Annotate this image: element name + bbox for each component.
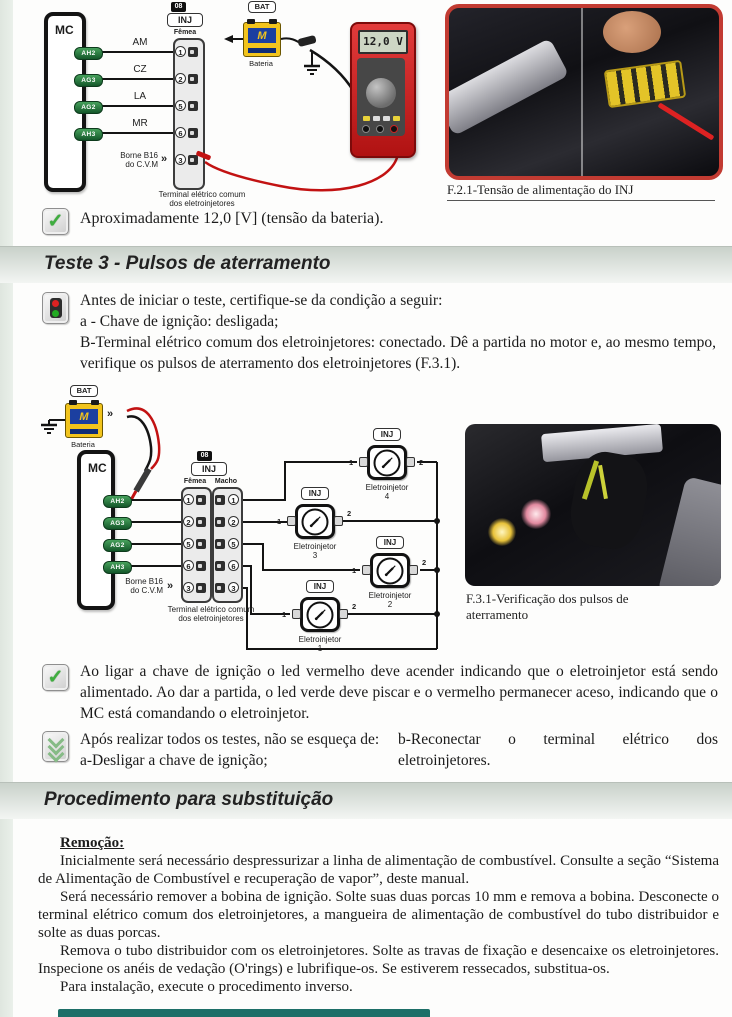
removal-paragraph-4: Para instalação, execute o procedimento inverso. <box>60 979 353 995</box>
injector-icon <box>377 557 404 584</box>
socket-icon <box>188 128 198 138</box>
photo-split-line <box>581 8 583 176</box>
inj-pin-stub <box>359 457 368 467</box>
wire-color-label: CZ <box>133 64 147 75</box>
multimeter <box>350 22 416 158</box>
connector-female-label: Fêmea <box>183 478 207 485</box>
male-pin-number: 3 <box>228 582 239 593</box>
mc-label: MC <box>88 461 107 475</box>
reminder-icon <box>42 731 69 762</box>
section-title-test3: Teste 3 - Pulsos de aterramento <box>44 253 331 274</box>
ground-clip-icon <box>297 35 316 47</box>
photo-yellow-connector-shape <box>603 60 686 108</box>
connector-name-tag: INJ <box>191 462 227 476</box>
socket-icon <box>188 47 198 57</box>
injector-label: Eletroinjetor 2 <box>368 591 412 609</box>
inj-pin-num: 1 <box>352 566 357 575</box>
inj-pin-num: 1 <box>277 517 282 526</box>
battery-icon <box>243 22 281 57</box>
female-pin-number: 2 <box>183 516 194 527</box>
removal-paragraph-2: Será necessário remover a bobina de ignição. Solte suas duas porcas 10 mm e remova a bobina. Desconecte o terminal elétrico comum dos eletroinjetores, a mangueira de alimentação de combustível do tubo distribuidor e solte as duas porcas. <box>38 889 719 941</box>
male-pin-number: 1 <box>228 494 239 505</box>
borne-arrow: » <box>161 153 168 165</box>
diagram-supply-voltage <box>40 4 452 210</box>
inj-pin-stub <box>292 609 301 619</box>
injector-glyph <box>380 455 395 470</box>
battery-brand-logo: M <box>248 28 276 43</box>
terminal-caption: Terminal elétrico comum dos eletroinjetores <box>167 605 255 623</box>
figure-caption-f21: F.2.1-Tensão de alimentação do INJ <box>447 182 715 201</box>
section-title-procedure: Procedimento para substituição <box>44 789 334 810</box>
mc-pin-1: AH2 <box>103 495 132 508</box>
diagram-ground-pulses <box>35 383 483 671</box>
connector-pin-number: 3 <box>175 154 186 165</box>
mc-pin-2: AG3 <box>74 74 103 87</box>
multimeter-port <box>390 125 398 133</box>
male-pin-number: 5 <box>228 538 239 549</box>
connector-name-tag: INJ <box>167 13 203 27</box>
socket-icon <box>215 539 225 549</box>
precaution-line2: a - Chave de ignição: desligada; <box>80 313 279 330</box>
female-pin-number: 5 <box>183 538 194 549</box>
removal-heading: Remoção: <box>60 835 125 851</box>
borne-arrow: » <box>167 580 174 592</box>
mc-pin-3: AG2 <box>74 101 103 114</box>
injector-3 <box>295 504 335 539</box>
multimeter-display: 12,0 V <box>358 30 408 54</box>
socket-icon <box>215 517 225 527</box>
injector-icon <box>307 601 334 628</box>
terminal-caption: Terminal elétrico comum dos eletroinjetores <box>158 190 246 208</box>
photo-panel-shape <box>657 476 721 586</box>
male-pin-number: 6 <box>228 560 239 571</box>
precaution-line3: B-Terminal elétrico comum dos eletroinjetores: conectado. Dê a partida no motor e, ao mesmo tempo, verifique os pulsos de aterramento dos eletroinjetores (F.3.1). <box>80 334 716 372</box>
injector-1 <box>300 597 340 632</box>
check-icon <box>42 208 69 235</box>
injector-glyph <box>313 607 328 622</box>
connector-pin-number: 2 <box>175 73 186 84</box>
precaution-line1: Antes de iniciar o teste, certifique-se da condição a seguir: <box>80 292 443 309</box>
connector-pin-number: 5 <box>175 100 186 111</box>
removal-paragraph-1: Inicialmente será necessário despressurizar a linha de alimentação de combustível. Consulte a seção “Sistema de Alimentação de Combustível e recuperação de vapor”, deste manual. <box>38 853 719 887</box>
precaution-text <box>80 290 716 374</box>
inj-tag: INJ <box>306 580 334 593</box>
checkmark-glyph: ✓ <box>47 211 64 232</box>
photo-wire-bundle-shape <box>565 448 652 554</box>
injector-4 <box>367 445 407 480</box>
mc-pin-3: AG2 <box>103 539 132 552</box>
connector-male-label: Macho <box>214 478 238 485</box>
borne-label: Borne B16 do C.V.M <box>120 151 158 169</box>
socket-icon <box>215 583 225 593</box>
inj-pin-num: 2 <box>422 558 427 567</box>
socket-icon <box>196 561 206 571</box>
inj-pin-stub <box>339 609 348 619</box>
reminder-right-text: b-Reconectar o terminal elétrico dos eletroinjetores. <box>398 731 718 769</box>
mc-pin-1: AH2 <box>74 47 103 60</box>
battery-brand-logo: M <box>70 409 98 424</box>
footer-section-bar <box>58 1009 430 1017</box>
removal-paragraph-3: Remova o tubo distribuidor com os eletroinjetores. Solte as travas de fixação e desencaixe os eletroinjetores. Inspecione os anéis de vedação (O'rings) e lubrifique-os. Se estiverem ressecados, substitua-os. <box>38 943 719 977</box>
injector-label: Eletroinjetor 4 <box>365 483 409 501</box>
battery-tag: BAT <box>70 385 98 397</box>
mc-pin-4: AH3 <box>103 561 132 574</box>
check-icon <box>42 664 69 691</box>
inj-pin-num: 1 <box>282 610 287 619</box>
socket-icon <box>215 561 225 571</box>
page-margin-strip <box>0 0 13 1017</box>
multimeter-port <box>376 125 384 133</box>
connector-gender-label: Fêmea <box>173 29 197 36</box>
photo-red-probe-shape <box>658 102 715 140</box>
mc-label: MC <box>55 23 74 37</box>
male-pin-number: 2 <box>228 516 239 527</box>
inj-pin-stub <box>334 516 343 526</box>
red-light <box>52 300 59 307</box>
wire-color-label: MR <box>132 118 148 129</box>
female-pin-number: 3 <box>183 582 194 593</box>
borne-label: Borne B16 do C.V.M <box>125 577 163 595</box>
multimeter-panel <box>357 58 405 136</box>
socket-icon <box>196 495 206 505</box>
multimeter-button <box>363 116 370 121</box>
figure-photo-f21 <box>445 4 723 180</box>
injector-glyph <box>383 563 398 578</box>
inj-pin-stub <box>409 565 418 575</box>
photo-yellow-glow <box>488 518 516 546</box>
female-pin-number: 1 <box>183 494 194 505</box>
connector-pin-number: 1 <box>175 46 186 57</box>
green-light <box>52 310 59 317</box>
multimeter-button <box>383 116 390 121</box>
battery-caption: Bateria <box>249 59 273 68</box>
inj-pin-num: 2 <box>419 458 424 467</box>
check2-text: Ao ligar a chave de ignição o led vermelho deve acender indicando que o eletroinjetor está sendo alimentado. Ao dar a partida, o led verde deve piscar e o vermelho permanecer aceso, indicando que o MC está comandando o eletroinjetor. <box>80 663 718 722</box>
mc-pin-2: AG3 <box>103 517 132 530</box>
inj-pin-num: 2 <box>352 602 357 611</box>
connector-code-tag: 08 <box>171 2 186 12</box>
photo-battery-clamp-shape <box>445 38 569 136</box>
battery-caption: Bateria <box>71 440 95 449</box>
multimeter-dial <box>366 78 396 108</box>
injector-2 <box>370 553 410 588</box>
inj-pin-stub <box>287 516 296 526</box>
injector-label: Eletroinjetor 3 <box>293 542 337 560</box>
battery-tag: BAT <box>248 1 276 13</box>
battery-strip <box>70 429 98 434</box>
socket-icon <box>188 155 198 165</box>
inj-pin-num: 2 <box>347 509 352 518</box>
injector-icon <box>302 508 329 535</box>
injector-glyph <box>308 514 323 529</box>
check1-text: Aproximadamente 12,0 [V] (tensão da bateria). <box>80 210 384 227</box>
photo-finger-shape <box>603 11 661 53</box>
figure-caption-f31: F.3.1-Verificação dos pulsos de aterramento <box>466 591 629 622</box>
socket-icon <box>196 517 206 527</box>
inj-pin-stub <box>362 565 371 575</box>
mc-pin-4: AH3 <box>74 128 103 141</box>
battery-strip <box>248 48 276 53</box>
socket-icon <box>196 583 206 593</box>
inj-tag: INJ <box>373 428 401 441</box>
multimeter-button <box>393 116 400 121</box>
wire-color-label: AM <box>132 37 148 48</box>
multimeter-button <box>373 116 380 121</box>
wire-color-label: LA <box>133 91 147 102</box>
battery-wire-arrow: » <box>107 408 114 420</box>
female-pin-number: 6 <box>183 560 194 571</box>
multimeter-port <box>362 125 370 133</box>
traffic-light-icon <box>42 292 69 324</box>
socket-icon <box>215 495 225 505</box>
inj-pin-stub <box>406 457 415 467</box>
socket-icon <box>196 539 206 549</box>
socket-icon <box>188 74 198 84</box>
injector-label: Eletroinjetor 1 <box>298 635 342 653</box>
connector-code-tag: 08 <box>197 451 212 461</box>
battery-icon <box>65 403 103 438</box>
photo-pink-glow <box>521 499 551 529</box>
traffic-light-housing <box>50 298 62 318</box>
figure-photo-f31 <box>465 424 721 586</box>
socket-icon <box>188 101 198 111</box>
connector-pin-number: 6 <box>175 127 186 138</box>
reminder-left-text: Após realizar todos os testes, não se esqueça de: a-Desligar a chave de ignição; <box>80 731 380 769</box>
connector-body-female <box>173 38 205 190</box>
removal-section <box>38 834 719 996</box>
inj-tag: INJ <box>301 487 329 500</box>
checkmark-glyph: ✓ <box>47 667 64 688</box>
inj-pin-num: 1 <box>349 458 354 467</box>
injector-icon <box>374 449 401 476</box>
inj-tag: INJ <box>376 536 404 549</box>
